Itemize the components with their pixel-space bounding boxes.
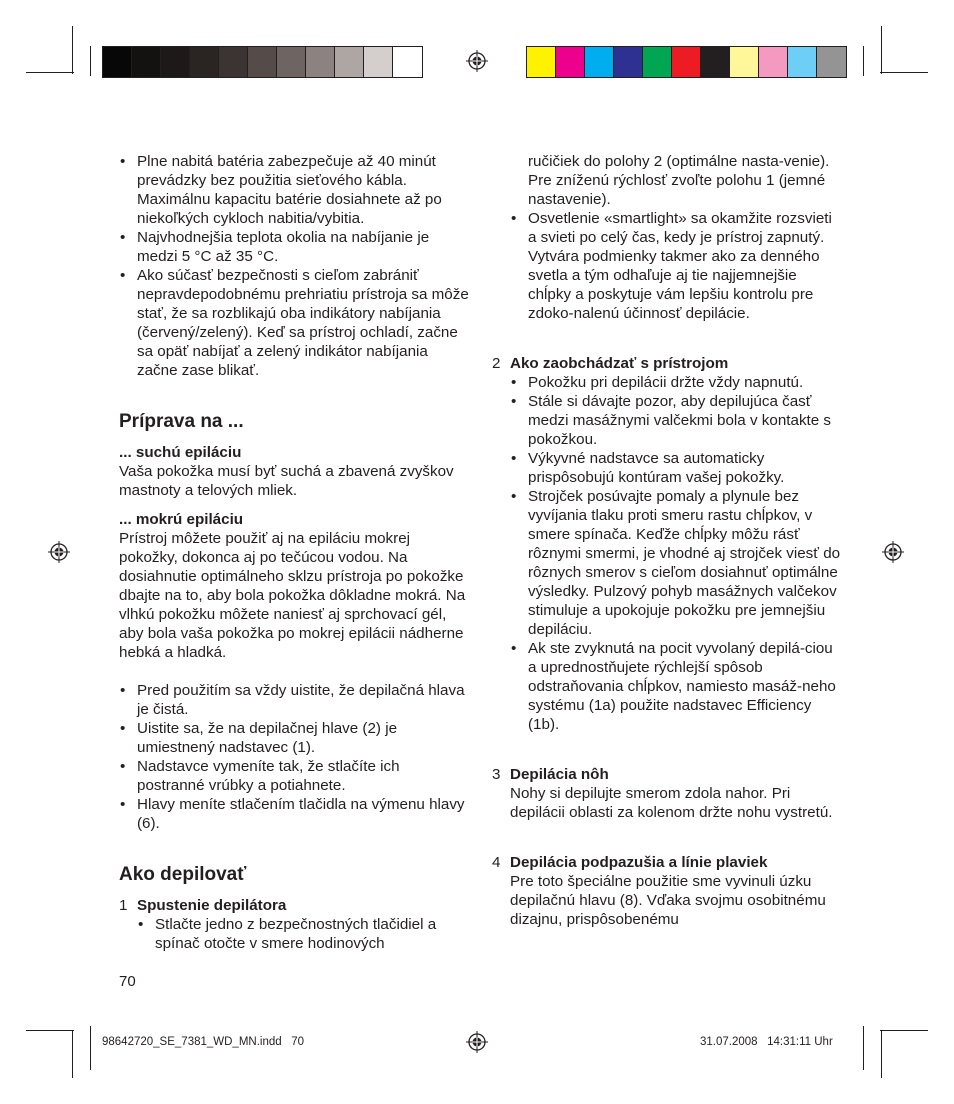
color-swatch [219,47,248,77]
color-swatch [643,47,672,77]
step-2 [492,354,842,734]
color-swatch [788,47,817,77]
color-swatch [585,47,614,77]
crop-mark [881,26,882,74]
footer-timestamp: 31.07.2008 14:31:11 Uhr [700,1036,833,1048]
step-number: 4 [492,854,501,871]
crop-mark [863,46,864,76]
color-swatch [527,47,556,77]
step-4 [492,853,842,929]
step-3 [492,765,842,822]
registration-mark-icon [48,541,70,563]
color-swatch [132,47,161,77]
bullet-skin-taut: • Pokožku pri depilácii držte vždy napnutú. [510,373,842,392]
bullet-efficiency: • Ak ste zvyknutá na pocit vyvolaný depilá-ciou a uprednostňujete rýchlejší spôsob odstraňovania chĺpkov, namiesto masáž-neho systému (1a) použite nadstavec Efficiency (1b). [510,639,842,734]
bullet-contact: • Stále si dávajte pozor, aby depilujúca časť medzi masážnymi valčekmi bola v kontakte s pokožkou. [510,392,842,449]
color-swatch [817,47,846,77]
subheading-wet: ... mokrú epiláciu [119,511,244,528]
bullet-battery: • Plne nabitá batéria zabezpečuje až 40 minút prevádzky bez použitia sieťového kábla. Maximálnu kapacitu batérie dosiahnete až po niekoľkých cykloch nabitia/vybitia. [119,152,469,228]
heading-priprava: Príprava na ... [119,411,244,432]
registration-mark-icon [466,1031,488,1053]
right-column [492,152,842,929]
bullet-change-head: • Hlavy meníte stlačením tlačidla na výmenu hlavy (6). [119,795,469,833]
grayscale-color-bar [102,46,423,78]
color-swatch [103,47,132,77]
color-swatch [277,47,306,77]
crop-mark [90,1026,91,1070]
continued-text: ručičiek do polohy 2 (optimálne nasta-venie). Pre zníženú rýchlosť zvoľte polohu 1 (jemné nastavenie). [528,153,830,208]
step-1 [119,896,469,953]
bullet-temperature: • Najvhodnejšia teplota okolia na nabíjanie je medzi 5 °C až 35 °C. [119,228,469,266]
color-swatch [364,47,393,77]
crop-mark [26,1030,74,1031]
bullet-pivoting: • Výkyvné nadstavce sa automaticky prispôsobujú kontúram vašej pokožky. [510,449,842,487]
heading-depilovat: Ako depilovať [119,864,247,885]
registration-mark-icon [882,541,904,563]
page-number: 70 [119,973,136,990]
step-title: Depilácia nôh [510,766,609,783]
crop-mark [72,1030,73,1078]
bullet-guide-slowly: • Strojček posúvajte pomaly a plynule bez vyvíjania tlaku proti smeru rastu chĺpkov, v smere spínača. Keďže chĺpky môžu rásť rôznymi smermi, je vhodné aj strojček viesť do rôznych smerov s cieľom dosiahnuť optimálne výsledky. Pulzový pohyb masážnych valčekov stimuluje a upokojuje pokožku pre jemnejšiu depiláciu. [510,487,842,639]
step-number: 2 [492,355,501,372]
paragraph-dry: Vaša pokožka musí byť suchá a zbavená zvyškov mastnoty a telových mliek. [119,463,454,499]
bullet-cap-attached: • Uistite sa, že na depilačnej hlave (2) je umiestnený nadstavec (1). [119,719,469,757]
bullet-smartlight: • Osvetlenie «smartlight» sa okamžite rozsvieti a svieti po celý čas, kedy je prístroj zapnutý. Vytvára podmienky takmer ako za denného svetla a tým odhaľuje aj tie najjemnejšie chĺpky a poskytuje vám lepšiu kontrolu pre zdoko-nalenú účinnosť depilácie. [510,209,842,323]
crop-mark [881,1030,882,1078]
color-swatch [306,47,335,77]
color-swatch [759,47,788,77]
crop-mark [863,1026,864,1070]
crop-mark [880,1030,928,1031]
color-swatch [190,47,219,77]
step-number: 1 [119,897,128,914]
color-swatch [556,47,585,77]
color-swatch [335,47,364,77]
subheading-dry: ... suchú epiláciu [119,444,242,461]
step-title: Ako zaobchádzať s prístrojom [510,355,729,372]
color-swatch [161,47,190,77]
paragraph-wet: Prístroj môžete použiť aj na epiláciu mokrej pokožky, dokonca aj po tečúcou vodou. Na dosiahnutie optimálneho sklzu prístroja po pokožke dbajte na to, aby bola pokožka dôkladne mokrá. Na vlhkú pokožku môžete naniesť aj sprchovací gél, aby bola vaša pokožka po mokrej epilácii nádherne hebká a hladká. [119,530,466,661]
bullet-clean-head: • Pred použitím sa vždy uistite, že depilačná hlava je čistá. [119,681,469,719]
color-swatch [614,47,643,77]
color-swatch [393,47,422,77]
crop-mark [72,26,73,74]
color-swatch [248,47,277,77]
color-swatch [701,47,730,77]
crop-mark [90,46,91,76]
color-swatch [672,47,701,77]
step-title: Spustenie depilátora [137,897,287,914]
registration-mark-icon [466,50,488,72]
bullet-overheat: • Ako súčasť bezpečnosti s cieľom zabrániť nepravdepodobnému prehriatiu prístroja sa môže stať, že sa rozblikajú oba indikátory nabíjania (červený/zelený). Keď sa prístroj ochladí, začne sa opäť nabíjať a zelený indikátor nabíjania začne zase blikať. [119,266,469,380]
crop-mark [880,72,928,73]
process-color-bar [526,46,847,78]
bullet-change-caps: • Nadstavce vymeníte tak, že stlačíte ich postranné vrúbky a potiahnete. [119,757,469,795]
color-swatch [730,47,759,77]
step-title: Depilácia podpazušia a línie plaviek [510,854,768,871]
step-text: Nohy si depilujte smerom zdola nahor. Pri depilácii oblasti za kolenom držte nohu vystretú. [510,785,833,821]
left-column [119,152,469,953]
step-number: 3 [492,766,501,783]
bullet-switch-on: • Stlačte jedno z bezpečnostných tlačidiel a spínač otočte v smere hodinových [137,915,469,953]
footer-file-info: 98642720_SE_7381_WD_MN.indd 70 [102,1036,305,1048]
crop-mark [26,72,74,73]
step-text: Pre toto špeciálne použitie sme vyvinuli úzku depilačnú hlavu (8). Vďaka svojmu osobitnému dizajnu, prispôsobenému [510,873,826,928]
